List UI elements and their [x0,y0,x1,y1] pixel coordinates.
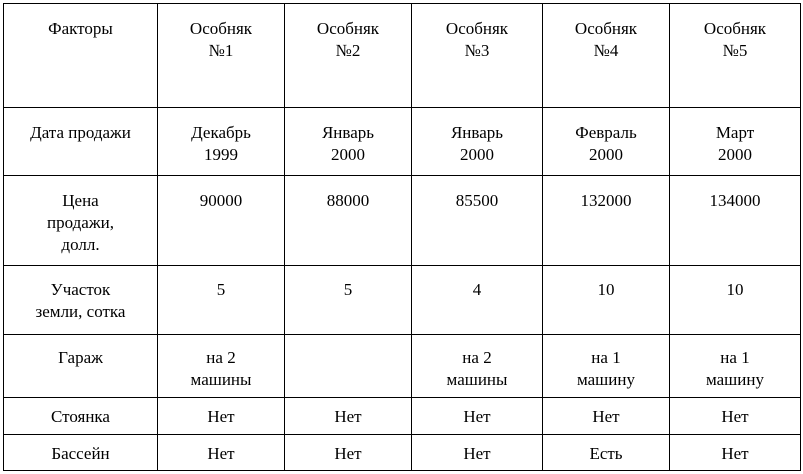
table-cell: 134000 [670,176,801,266]
table-cell: Февраль 2000 [543,108,670,176]
table-header-row [4,4,801,108]
table-cell: 10 [543,266,670,335]
table-cell: 5 [158,266,285,335]
header-cell-mansion-5: Особняк №5 [670,4,801,108]
table-row [4,108,801,176]
table-cell: Нет [285,435,412,471]
table-row [4,176,801,266]
table-cell: Нет [412,435,543,471]
table-cell: Январь 2000 [285,108,412,176]
header-cell-mansion-4: Особняк №4 [543,4,670,108]
row-label-sale-date: Дата продажи [4,108,158,176]
table-cell: 90000 [158,176,285,266]
table-cell: на 1 машину [543,335,670,398]
row-label-pool: Бассейн [4,435,158,471]
table-cell: 132000 [543,176,670,266]
header-cell-mansion-2: Особняк №2 [285,4,412,108]
table-cell: 88000 [285,176,412,266]
table-cell: Нет [412,398,543,435]
row-label-garage: Гараж [4,335,158,398]
table-cell: Декабрь 1999 [158,108,285,176]
table-cell: Есть [543,435,670,471]
table-cell: Нет [285,398,412,435]
comparison-table [3,3,801,471]
table-row [4,266,801,335]
table-cell: на 2 машины [412,335,543,398]
header-cell-mansion-1: Особняк №1 [158,4,285,108]
table-cell: Нет [670,398,801,435]
row-label-land-plot: Участок земли, сотка [4,266,158,335]
table-row [4,335,801,398]
header-cell-mansion-3: Особняк №3 [412,4,543,108]
table-cell: на 1 машину [670,335,801,398]
header-cell-factors: Факторы [4,4,158,108]
table-cell: Нет [158,398,285,435]
table-cell [285,335,412,398]
table-cell: на 2 машины [158,335,285,398]
table-cell: 10 [670,266,801,335]
table-cell: Нет [158,435,285,471]
table-cell: 4 [412,266,543,335]
table-row [4,435,801,471]
table-cell: 85500 [412,176,543,266]
table-row [4,398,801,435]
row-label-parking: Стоянка [4,398,158,435]
table-cell: Нет [670,435,801,471]
table-cell: Март 2000 [670,108,801,176]
table-cell: Нет [543,398,670,435]
row-label-sale-price: Цена продажи, долл. [4,176,158,266]
table-cell: 5 [285,266,412,335]
table-cell: Январь 2000 [412,108,543,176]
